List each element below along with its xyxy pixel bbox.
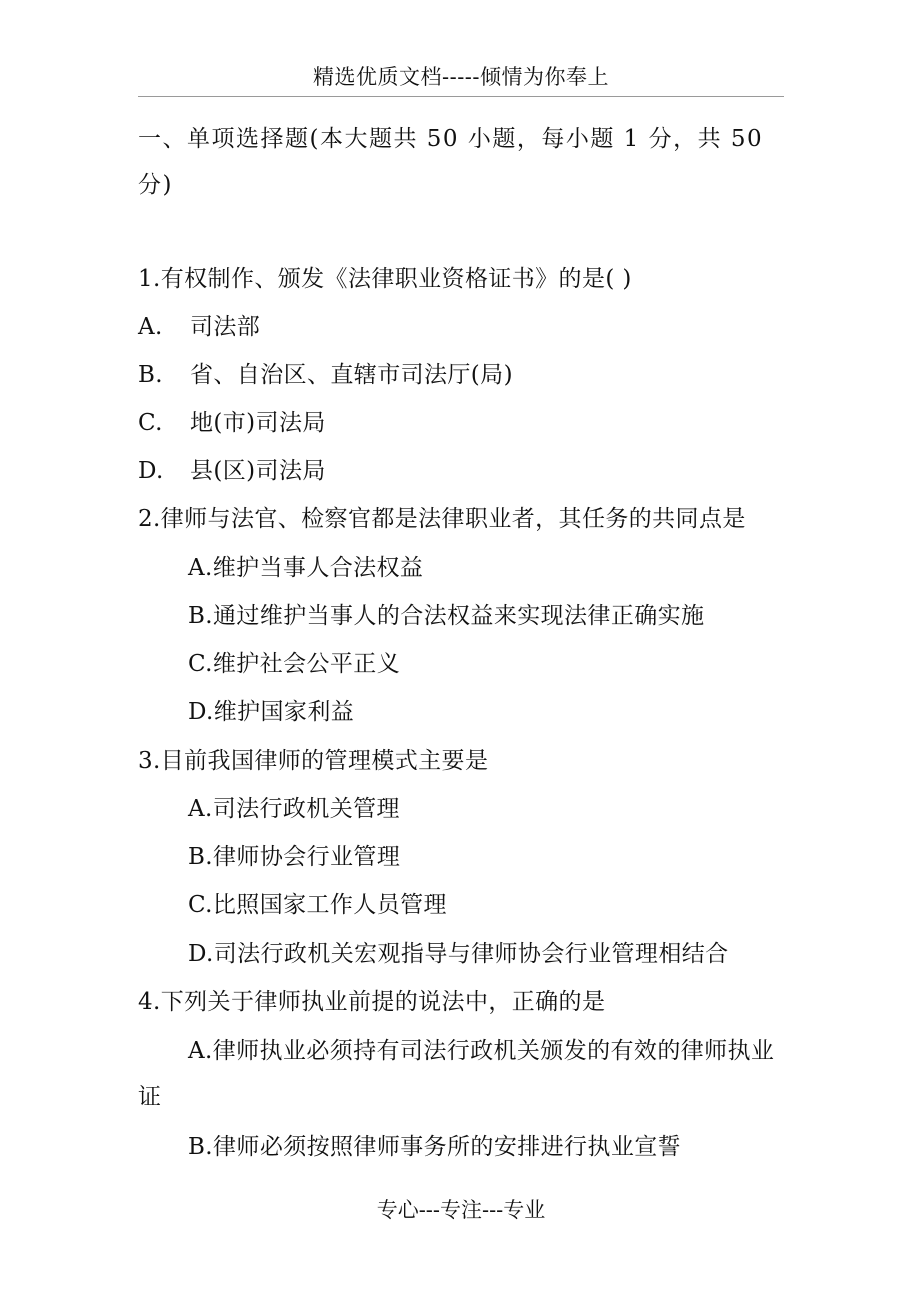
question-1-option-c xyxy=(138,406,326,440)
question-2-option-a: A.维护当事人合法权益 xyxy=(188,555,424,581)
question-4-option-a: A.律师执业必须持有司法行政机关颁发的有效的律师执业证 xyxy=(138,1038,775,1110)
question-4-stem: 4.下列关于律师执业前提的说法中，正确的是 xyxy=(138,989,606,1015)
option-text: 地(市)司法局 xyxy=(190,410,326,436)
question-2-stem: 2.律师与法官、检察官都是法律职业者，其任务的共同点是 xyxy=(138,506,746,532)
question-1-option-a xyxy=(138,310,260,344)
question-3-option-d: D.司法行政机关宏观指导与律师协会行业管理相结合 xyxy=(188,941,729,967)
question-3-stem: 3.目前我国律师的管理模式主要是 xyxy=(138,748,489,774)
option-text: 司法部 xyxy=(190,314,261,340)
option-text: 县(区)司法局 xyxy=(190,458,326,484)
header-divider xyxy=(138,96,784,97)
page-header: 精选优质文档-----倾情为你奉上 xyxy=(313,65,609,89)
option-key: B. xyxy=(138,362,164,388)
question-3-option-a: A.司法行政机关管理 xyxy=(188,796,400,822)
option-text: 省、自治区、直辖市司法厅(局) xyxy=(190,362,513,388)
option-key: C. xyxy=(138,410,163,436)
question-4-option-b: B.律师必须按照律师事务所的安排进行执业宣誓 xyxy=(188,1134,682,1160)
question-1-stem: 1.有权制作、颁发《法律职业资格证书》的是( ) xyxy=(138,266,632,292)
page-footer: 专心---专注---专业 xyxy=(376,1198,546,1222)
option-key: A. xyxy=(138,314,163,340)
question-1-option-b xyxy=(138,358,513,392)
section-title: 一、单项选择题(本大题共 50 小题，每小题 1 分，共 50 分) xyxy=(138,126,764,198)
question-3-option-b: B.律师协会行业管理 xyxy=(188,844,401,870)
question-2-option-c: C.维护社会公平正义 xyxy=(188,651,401,677)
option-key: D. xyxy=(138,458,164,484)
question-2-option-d: D.维护国家利益 xyxy=(188,699,355,725)
question-1-option-d xyxy=(138,454,326,488)
question-2-option-b: B.通过维护当事人的合法权益来实现法律正确实施 xyxy=(188,603,705,629)
question-3-option-c: C.比照国家工作人员管理 xyxy=(188,892,447,918)
